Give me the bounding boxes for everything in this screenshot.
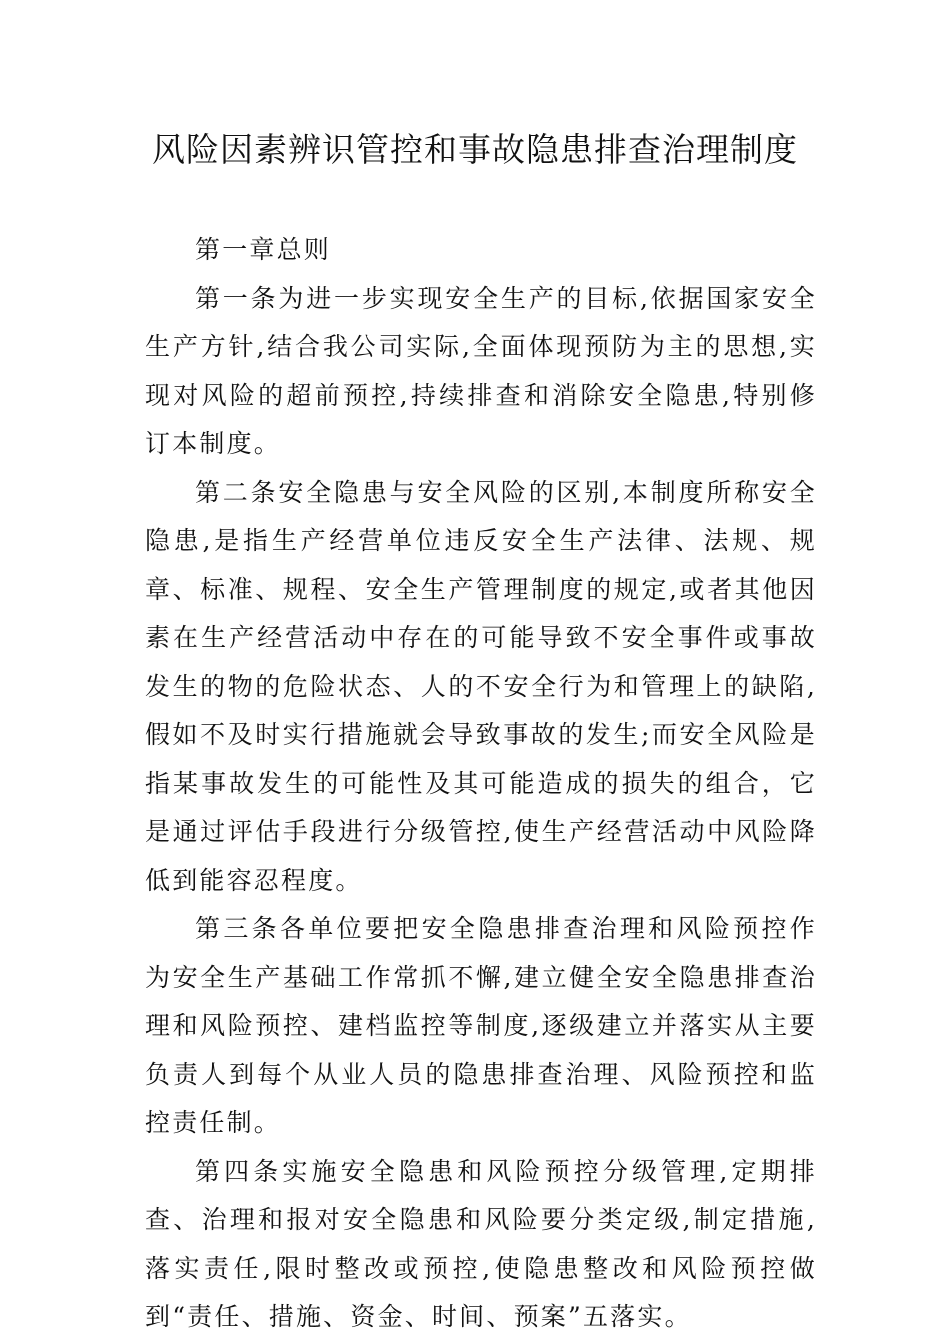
article-3: 第三条各单位要把安全隐患排查治理和风险预控作为安全生产基础工作常抓不懈,建立健全安全隐患排查治理和风险预控、建档监控等制度,逐级建立并落实从主要负责人到每个从业人员的隐患排查治理、风险预控和监控责任制。 (145, 914, 817, 1137)
article-1: 第一条为进一步实现安全生产的目标,依据国家安全生产方针,结合我公司实际,全面体现预防为主的思想,实现对风险的超前预控,持续排查和消除安全隐患,特别修订本制度。 (145, 283, 817, 458)
chapter-heading: 第一章总则 (195, 235, 332, 264)
document-body (145, 226, 817, 1342)
document-title: 风险因素辨识管控和事故隐患排查治理制度 (152, 130, 798, 169)
article-2: 第二条安全隐患与安全风险的区别,本制度所称安全隐患,是指生产经营单位违反安全生产法律、法规、规章、标准、规程、安全生产管理制度的规定,或者其他因素在生产经营活动中存在的可能导致不安全事件或事故发生的物的危险状态、人的不安全行为和管理上的缺陷,假如不及时实行措施就会导致事故的发生;而安全风险是指某事故发生的可能性及其可能造成的损失的组合，它是通过评估手段进行分级管控,使生产经营活动中风险降低到能容忍程度。 (145, 477, 817, 895)
article-4: 第四条实施安全隐患和风险预控分级管理,定期排查、治理和报对安全隐患和风险要分类定级,制定措施,落实责任,限时整改或预控,使隐患整改和风险预控做到“责任、措施、资金、时间、预案”五落实。 (145, 1156, 817, 1331)
